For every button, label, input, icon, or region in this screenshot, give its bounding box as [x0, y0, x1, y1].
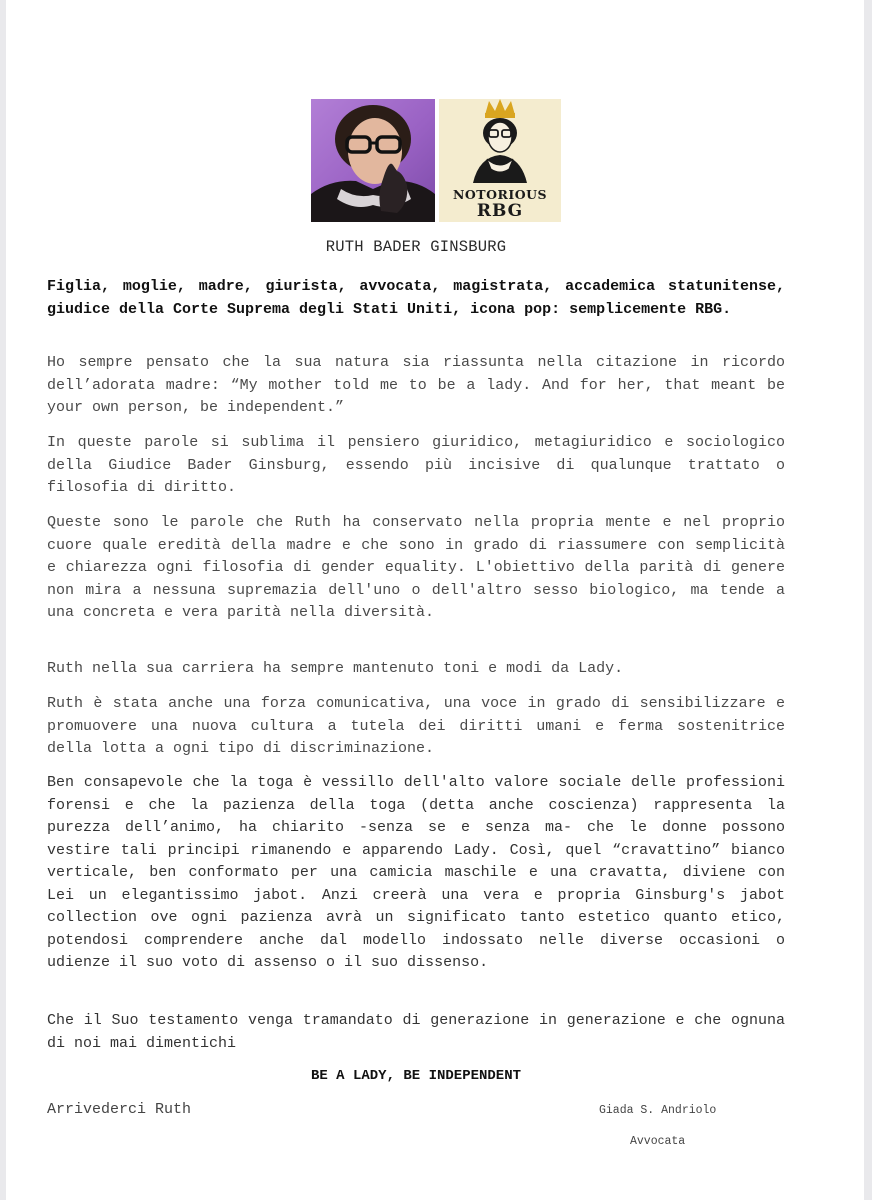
author-role: Avvocata [630, 1135, 686, 1148]
header-images [311, 99, 561, 222]
document-title: RUTH BADER GINSBURG [325, 238, 507, 256]
paragraph-7: Che il Suo testamento venga tramandato di generazione in generazione e che ognuna di noi mai dimentichi [47, 1012, 785, 1052]
motto: BE A LADY, BE INDEPENDENT [310, 1068, 522, 1084]
author-signature: Giada S. Andriolo [599, 1104, 717, 1117]
notorious-rbg-logo [439, 99, 561, 222]
logo-text-rbg: RBG [476, 201, 524, 221]
paragraph-4: Ruth nella sua carriera ha sempre mantenuto toni e modi da Lady. [47, 660, 624, 677]
farewell-line: Arrivederci Ruth [47, 1101, 192, 1118]
portrait-photo [311, 99, 435, 222]
paragraph-5: Ruth è stata anche una forza comunicativa, una voce in grado di sensibilizzare e promuovere una nuova cultura a tutela dei diritti umani e ferma sostenitrice della lotta a ogni tipo di discriminazione. [47, 695, 785, 757]
logo-text-notorious: NOTORIOUS [452, 187, 548, 202]
paragraph-6: Ben consapevole che la toga è vessillo dell'alto valore sociale delle professioni forensi e che la pazienza della toga (detta anche coscienza) rappresenta la purezza dell’animo, ha chiarito -senza se e senza ma- che le donne possono vestire tali principi rimanendo e apparendo Lady. Così, quel “cravattino” bianco verticale, ben conformato per una camicia maschile e una cravatta, diviene con Lei un elegantissimo jabot. Anzi creerà una vera e propria Ginsburg's jabot collection ove ogni pazienza avrà un significato tanto estetico quanto etico, potendosi comprendere anche dal modello indossato nelle diverse occasioni o udienze il suo voto di assenso o il suo dissenso. [47, 774, 785, 971]
paragraph-3: Queste sono le parole che Ruth ha conservato nella propria mente e nel proprio cuore quale eredità della madre e che sono in grado di riassumere con semplicità e chiarezza ogni filosofia di gender equality. L'obiettivo della parità di genere non mira a nessuna supremazia dell'uno o dell'altro sesso biologico, ma tende a una concreta e vera parità nella diversità. [47, 514, 785, 621]
document-page [6, 0, 864, 1200]
portrait-illustration [311, 99, 435, 222]
paragraph-2: In queste parole si sublima il pensiero giuridico, metagiuridico e sociologico della Giudice Bader Ginsburg, essendo più incisive di qualunque trattato o filosofia di diritto. [47, 434, 785, 496]
paragraph-1: Ho sempre pensato che la sua natura sia riassunta nella citazione in ricordo dell’adorata madre: “My mother told me to be a lady. And for her, that meant be your own person, be independent.” [47, 354, 785, 416]
lead-paragraph: Figlia, moglie, madre, giurista, avvocata, magistrata, accademica statunitense, giudice della Corte Suprema degli Stati Uniti, icona pop: semplicemente RBG. [47, 278, 785, 318]
